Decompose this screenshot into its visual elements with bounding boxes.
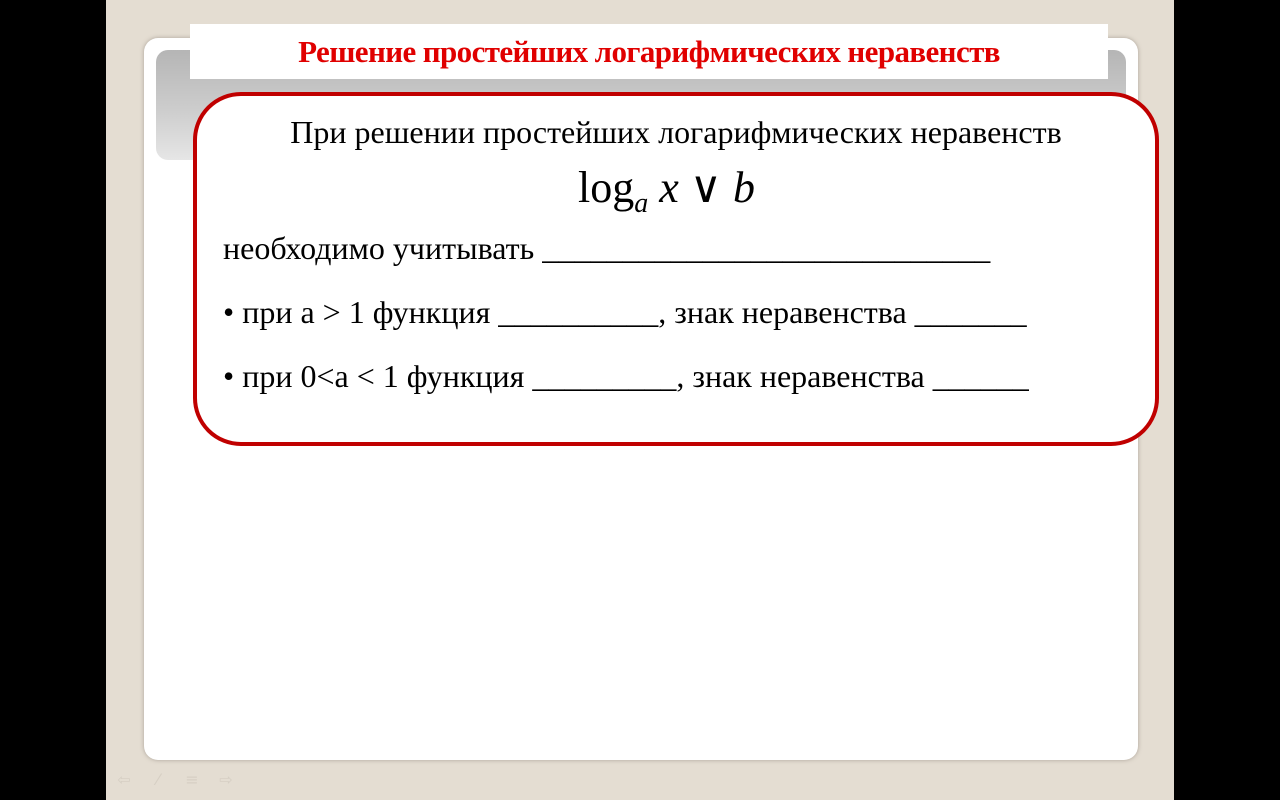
slideshow-nav [112,770,238,789]
case-a-greater-one: • при а > 1 функция __________, знак неравенства _______ [223,294,1027,330]
forward-arrow-icon[interactable]: ⇨ [219,770,233,789]
case-a-less-one: • при 0<а < 1 функция _________, знак неравенства ______ [223,358,1029,394]
slide-panel [144,38,1138,760]
title-box [190,24,1108,79]
formula-base: a [634,188,649,219]
intro-text: При решении простейших логарифмических неравенств [290,114,1062,150]
content-box [193,92,1159,446]
menu-icon[interactable]: ≡ [185,770,199,789]
formula [578,163,755,219]
formula-operator: ∨ [689,163,722,212]
back-arrow-icon[interactable]: ⇦ [117,770,131,789]
formula-x: x [659,163,679,212]
slide-title: Решение простейших логарифмических неравенств [298,33,1000,69]
slide-area [106,0,1174,800]
formula-b: b [732,163,755,212]
formula-log: log [578,163,635,212]
pen-icon[interactable]: ⁄ [156,770,160,789]
consider-line: необходимо учитывать ____________________________ [223,230,991,266]
